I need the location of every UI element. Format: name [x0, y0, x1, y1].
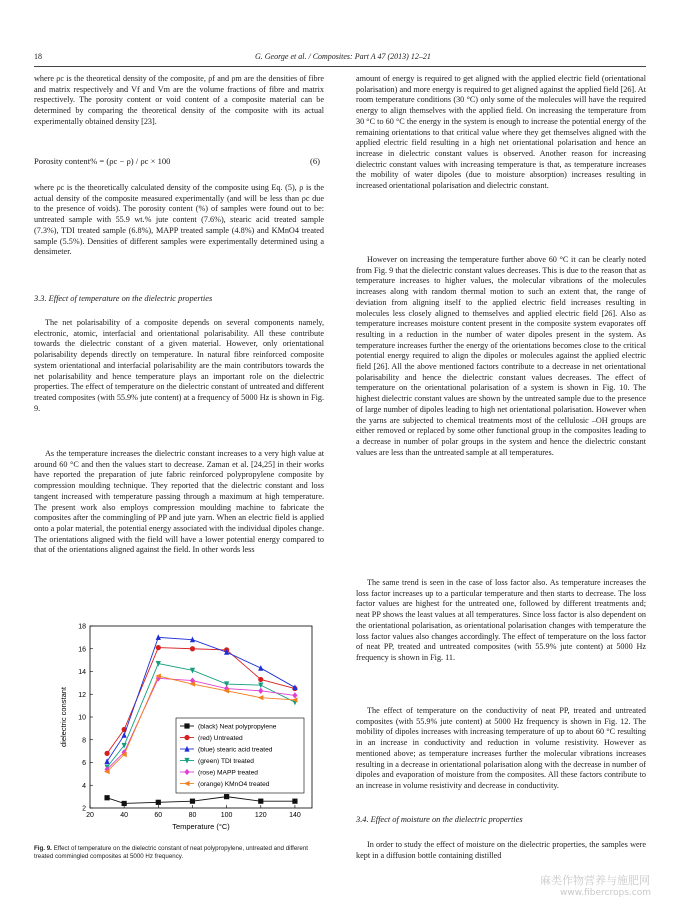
- data-point: [258, 695, 264, 700]
- legend-label: (blue) stearic acid treated: [198, 746, 273, 754]
- x-tick-label: 80: [188, 812, 197, 819]
- right-paragraph-5: In order to study the effect of moisture on the dielectric properties, the samples were kept in a diffusion bottle containing distilled: [356, 840, 646, 860]
- data-point: [258, 799, 263, 804]
- legend-label: (black) Neat polypropylene: [198, 723, 277, 731]
- right-paragraph-5-block: [356, 840, 646, 861]
- legend-label: (red) Untreated: [198, 735, 243, 742]
- figure-caption: [34, 845, 324, 861]
- left-paragraph-4: As the temperature increases the dielectric constant increases to a very high value at around 60 °C and then the values start to decrease. Zaman et al. [24,25] in their works have reported the preparation of jute fabric reinforced polypropylene composite by compression moulding technique. They reported that the dielectric constant and loss tangent increased with temperature passing through a maximum at high temperature. The present work also employs compression moulding machine to fabricate the composites after the commingling of PP and jute yarn. When an electric field is applied onto a polar material, the potential energy associated with the individual dipoles change. The orientations aligned with the field will have a lower potential energy compared to that of the orientations aligned against the field. In other words less: [34, 449, 324, 555]
- data-point: [258, 677, 263, 682]
- legend-marker: [184, 723, 189, 728]
- legend-label: (orange) KMnO4 treated: [198, 781, 270, 788]
- x-axis-label: Temperature (°C): [172, 822, 230, 831]
- legend-label: (rose) MAPP treated: [198, 769, 258, 777]
- data-point: [292, 692, 297, 698]
- right-paragraph-3-block: [356, 578, 646, 664]
- caption-label: Fig. 9.: [34, 845, 52, 852]
- left-paragraph-2-block: [34, 183, 324, 258]
- y-tick-label: 2: [82, 805, 86, 813]
- right-paragraph-1: amount of energy is required to get aligned with the applied electric field (orientational polarisation) and more energy is required to get aligned against the applied field [26]. At room temperature conditions (30 °C) only some of the molecules will have the required energy to align themselves with the applied field. On increasing the temperature from 30 °C to 60 °C the energy in the system is enough to increase the potential energy of the remaining orientations to that critical value where they get themselves aligned with the applied electric field resulting in a high net orientational polarisation and hence an increase in dielectric constant values is observed. Another reason for increasing dielectric constant values with increasing temperature is that, as temperature increases the mobility of water dipoles (due to moisture absorption) increases resulting in increased orientational polarisation and dielectric constant.: [356, 74, 646, 191]
- left-paragraph-3: The net polarisability of a composite depends on several components namely, electronic, atomic, interfacial and orientational polarisability. All these contribute towards the dielectric constant of a given material. However, only orientational polarisability depends directly on temperature. In natural fibre reinforced composite system orientational and interfacial polarisability are the main contributors towards the net polarisability and hence temperature plays an important role on the dielectric properties. The effect of temperature on the dielectric constant of untreated and different treated composites (with 55.9% jute content) at a frequency of 5000 Hz is shown in Fig. 9.: [34, 318, 324, 413]
- data-point: [224, 794, 229, 799]
- data-point: [258, 665, 263, 671]
- data-point: [292, 799, 297, 804]
- data-point: [190, 646, 195, 651]
- data-point: [122, 801, 127, 806]
- data-point: [156, 645, 161, 650]
- figure-9-chart: [34, 618, 324, 840]
- y-tick-label: 14: [78, 669, 86, 676]
- left-column-top: [34, 74, 324, 128]
- y-tick-label: 8: [82, 737, 86, 745]
- y-tick-label: 4: [82, 782, 86, 790]
- page-number: 18: [34, 52, 42, 61]
- y-tick-label: 16: [78, 646, 86, 654]
- data-point: [190, 799, 195, 804]
- y-tick-label: 6: [82, 760, 86, 767]
- equation-number: (6): [310, 156, 321, 166]
- watermark-url: www.fibercrops.com: [560, 888, 651, 898]
- section-heading-3-4: 3.4. Effect of moisture on the dielectric properties: [356, 815, 523, 824]
- x-tick-label: 120: [254, 812, 267, 819]
- data-point: [122, 732, 127, 738]
- x-tick-label: 60: [154, 812, 163, 819]
- data-point: [258, 688, 263, 694]
- x-tick-label: 40: [120, 812, 129, 819]
- series-line-0: [107, 797, 295, 804]
- x-tick-label: 140: [289, 812, 301, 819]
- y-tick-label: 12: [78, 691, 86, 699]
- legend-label: (green) TDI treated: [198, 758, 254, 765]
- x-tick-label: 100: [220, 812, 233, 819]
- y-tick-label: 10: [78, 714, 86, 722]
- equation: Porosity content% = (ρc − ρ) / ρc × 100: [34, 156, 171, 166]
- right-paragraph-2-block: [356, 255, 646, 458]
- data-point: [104, 795, 109, 800]
- x-tick-label: 20: [86, 812, 94, 819]
- caption-text: Effect of temperature on the dielectric constant of neat polypropylene, untreated and different treated commingled composites at 5000 Hz frequency.: [34, 845, 308, 861]
- running-head: G. George et al. / Composites: Part A 47 (2013) 12–21: [255, 52, 431, 61]
- data-point: [156, 800, 161, 805]
- left-paragraph-2: where ρc is the theoretically calculated density of the composite using Eq. (5), ρ is the actual density of the composite measured experimentally (and will be less than ρc due to the presence of voids). The porosity content (%) of samples were found out to be: untreated sample with 55.9 wt.% jute content (7.6%), stearic acid treated sample (7.3%), TDI treated sample (6.8%), MAPP treated sample (4.8%) and KMnO4 treated sample (5.5%). Densities of different samples were experimentally determined using a densimeter.: [34, 183, 324, 257]
- left-paragraph-3-block: [34, 318, 324, 414]
- right-paragraph-2: However on increasing the temperature further above 60 °C it can be clearly noted from Fig. 9 that the dielectric constant values decreases. This is due to the reason that as temperature increases to higher values, the molecular vibrations of the molecules increases along with random thermal motion to such an extent that, the range of deviation from aligning itself to the applied electric field increases resulting in molecules less closely aligned to themselves and applied electric field [26]. Also as temperature increases moisture content present in the composite system evaporates off resulting in a reduction in the number of water dipoles present in the system. As temperature increases further the energy of the orientations becomes close to the critical potential energy required to align the dipoles or molecules against the applied electric field [26]. All the above mentioned factors contribute to a decrease in net orientational polarisability and hence the dielectric constant values decreases. The effect of temperature on the orientational polarisation of a system is shown in Fig. 10. The highest dielectric constant values are shown by the untreated sample due to the presence of large number of dipoles leading to high net orientational polarisation. However when the yarns are subjected to chemical treatments most of the cellulosic –OH groups are either removed or replaced by some other functional group in the composites leading to a decrease in number of polar groups in the system and hence the dielectric constant values are less than the untreated sample at all temperatures.: [356, 255, 646, 457]
- header-rule: [34, 66, 646, 67]
- legend-marker: [184, 735, 189, 740]
- data-point: [104, 751, 109, 756]
- watermark-chinese: 麻类作物营养与施肥网: [540, 874, 650, 887]
- y-tick-label: 18: [78, 623, 86, 631]
- right-paragraph-1-block: [356, 74, 646, 192]
- right-paragraph-4-block: [356, 706, 646, 792]
- y-axis-label: dielectric constant: [59, 686, 68, 748]
- section-heading-3-3: 3.3. Effect of temperature on the dielectric properties: [34, 294, 213, 303]
- right-paragraph-4: The effect of temperature on the conductivity of neat PP, treated and untreated composites (with 55.9% jute content) at 5000 Hz frequency is shown in Fig. 12. The mobility of dipoles increases with increasing temperature of up to about 60 °C resulting in an increase in conductivity and reduction in volume resistivity. However as mentioned above; as temperature increases further the molecular vibrations increases resulting in a decrease in orientational polarisation along with the decrease in number of dipoles and evaporation of moisture from the composites. All these factors contribute to an increase in volume resistivity and decrease in conductivity.: [356, 706, 646, 790]
- left-paragraph-4-block: [34, 449, 324, 556]
- right-paragraph-3: The same trend is seen in the case of loss factor also. As temperature increases the loss factor increases up to a particular temperature and then starts to decrease. The loss factor values are highest for the untreated one, followed by different treatments and; neat PP shows the least values at all temperatures. Since loss factor is also dependent on the orientational polarisation, as orientational polarisation changes with temperature the loss factor values also changes accordingly. The effect of temperature on the loss factor of neat PP, treated and untreated composites (with 55.9% jute content) at 5000 Hz frequency is shown in Fig. 11.: [356, 578, 646, 662]
- left-paragraph-1: where ρc is the theoretical density of the composite, ρf and ρm are the densities of fibre and matrix respectively and Vf and Vm are the volume fractions of fibre and matrix respectively. The porosity content or void content of a composite material can be determined by comparing the theoretical density of the composite with its actual experimentally obtained density [23].: [34, 74, 324, 126]
